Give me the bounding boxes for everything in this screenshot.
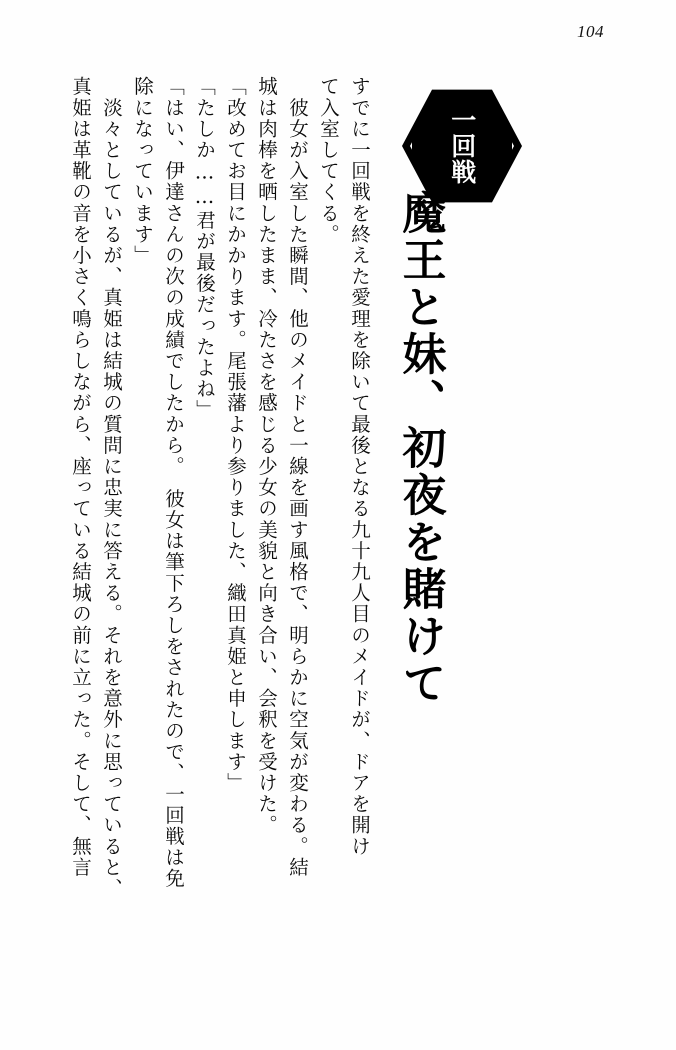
chapter-badge-label: 一回戦 <box>447 107 477 185</box>
text-line: 彼女が入室した瞬間、他のメイドと一線を画す風格で、明らかに空気が変わる。結 <box>286 76 309 878</box>
text-line: 「たしか……君が最後だったよね」 <box>193 76 216 421</box>
chapter-badge <box>402 86 522 206</box>
body-text <box>36 76 374 1022</box>
chapter-heading <box>388 86 568 707</box>
page-number: 104 <box>577 22 604 41</box>
text-line: 城は肉棒を晒したまま、冷たさを感じる少女の美貌と向き合い、会釈を受けた。 <box>255 76 278 836</box>
chapter-title: 魔王と妹、初夜を賭けて <box>394 190 446 707</box>
text-line: すでに一回戦を終えた愛理を除いて最後となる九十九人目のメイドが、ドアを開け <box>348 76 371 857</box>
text-line: 除になっています」 <box>131 76 154 266</box>
text-line: 「はい、伊達さんの次の成績でしたから。 彼女は筆下ろしをされたので、一回戦は免 <box>162 76 185 890</box>
text-line: 「改めてお目にかかります。尾張藩より参りました、織田真姫と申します」 <box>224 76 247 794</box>
text-line: 真姫は革靴の音を小さく鳴らしながら、座っている結城の前に立った。そして、無言 <box>69 76 92 878</box>
text-line: て入室してくる。 <box>317 76 340 245</box>
text-line: 淡々としているが、真姫は結城の質問に忠実に答える。それを意外に思っていると、 <box>100 76 123 899</box>
